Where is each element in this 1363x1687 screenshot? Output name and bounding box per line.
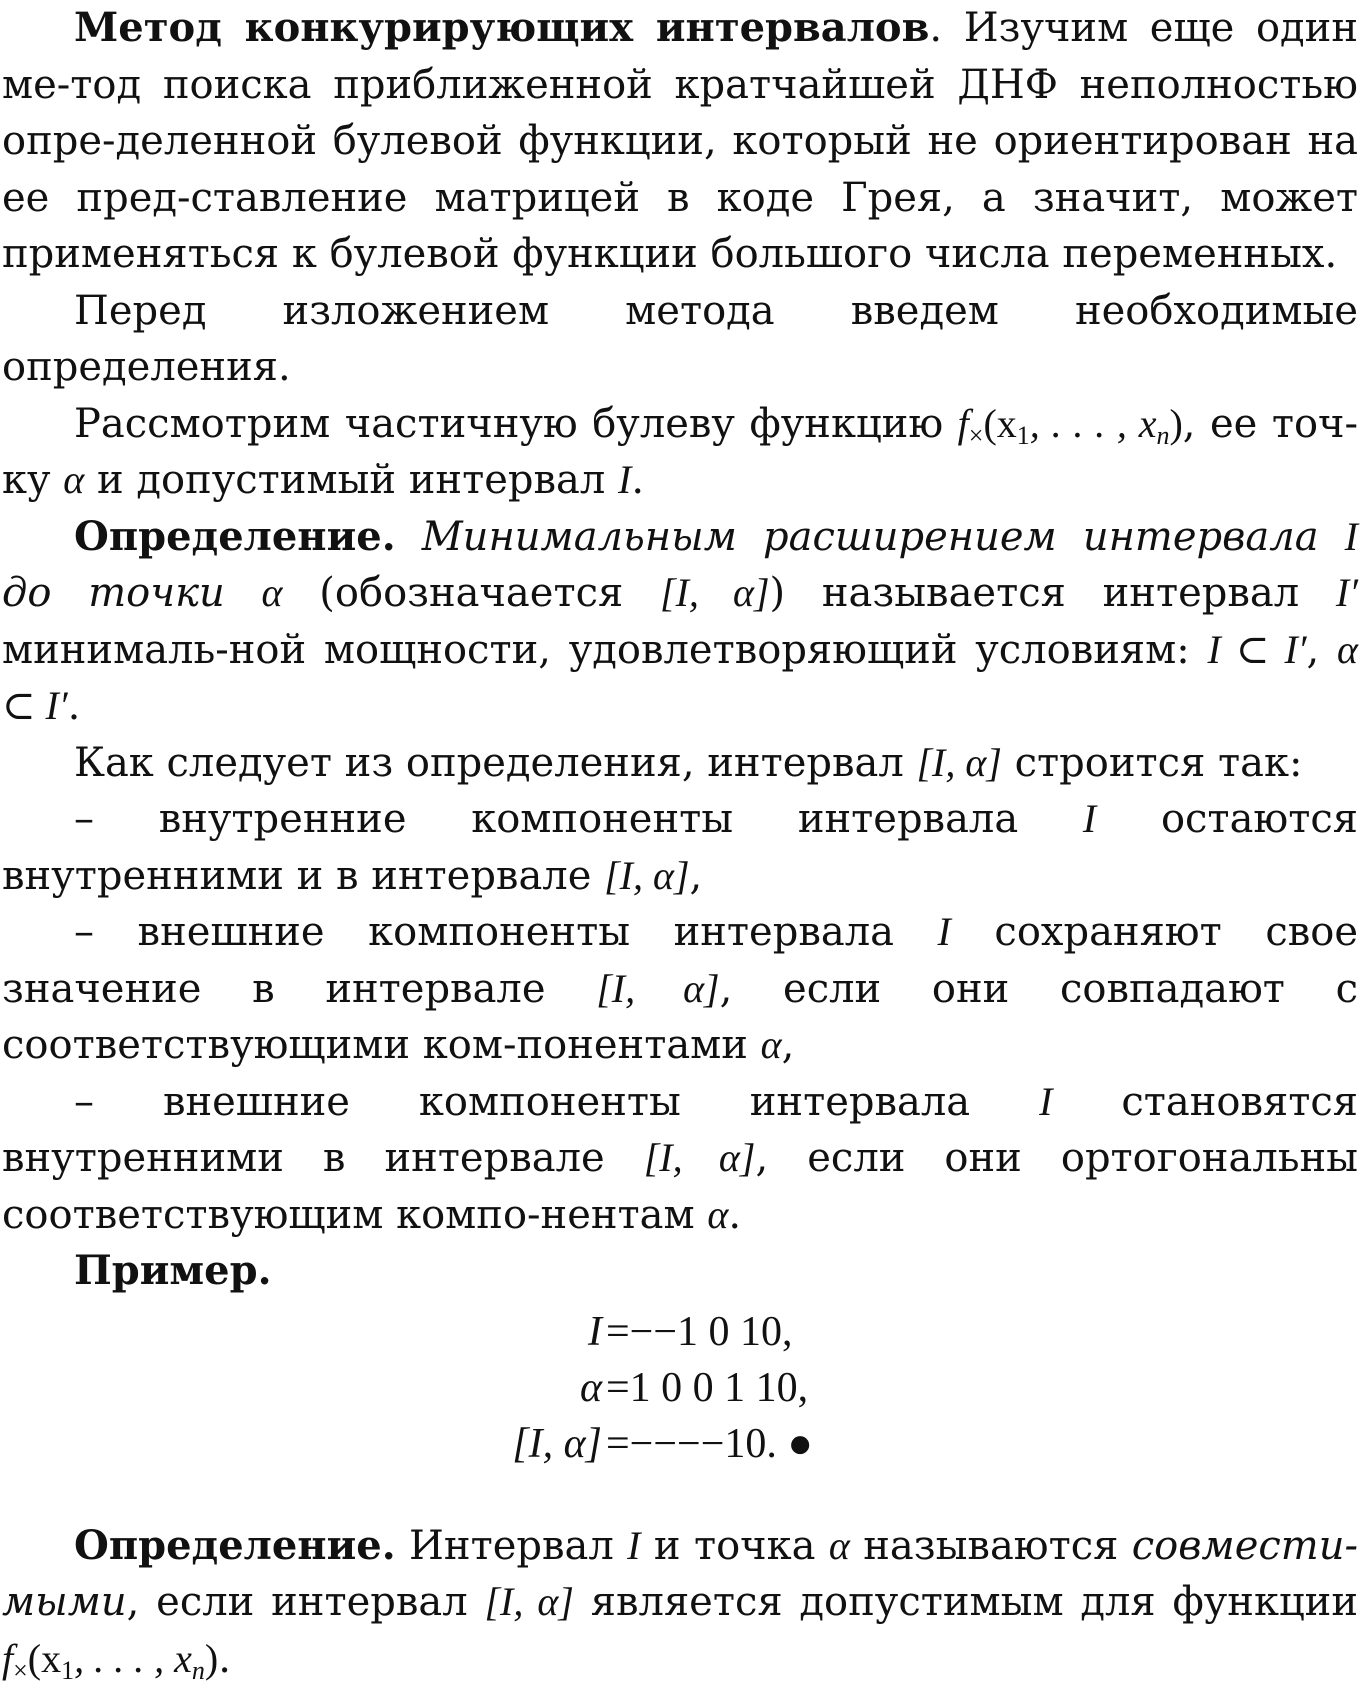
rule-item: – внешние компоненты интервала I сохраняют свое значение в интервале [I, α], если они совпадают с соответствующими ком-понентами α, — [2, 904, 1358, 1074]
interval-symbol: I — [1083, 796, 1096, 841]
extension-notation: [I, α] — [644, 1135, 756, 1180]
example-equations — [2, 1304, 1358, 1494]
function-symbol: $f_\times(x_1$, . . . , $x_n$) — [2, 1636, 218, 1681]
interval-symbol: I — [1345, 514, 1358, 559]
extension-notation: [I, α] — [604, 853, 689, 898]
alpha-symbol: α — [262, 570, 283, 615]
intro-paragraph — [2, 0, 1358, 283]
definition-label: Определение. — [74, 1522, 396, 1569]
rule-item: – внешние компоненты интервала I становятся внутренними в интервале [I, α], если они ортогональны соответствующим компо-нентам α. — [2, 1074, 1358, 1244]
extension-notation: [I, α] — [660, 570, 770, 615]
equation-rhs: =−−−−10. ● — [606, 1416, 813, 1472]
equation-lhs: [I, α] — [512, 1416, 602, 1472]
document-page — [2, 0, 1358, 1687]
definition-italic: Минимальным расширением интервала — [396, 514, 1345, 560]
condition-formula: α ⊂ I′ — [2, 627, 1358, 729]
equation-rhs: =−−1 0 10, — [606, 1304, 793, 1360]
alpha-symbol: α — [829, 1523, 850, 1568]
consider-text: Рассмотрим частичную булеву функцию — [74, 401, 958, 447]
interval-symbol: I — [627, 1523, 640, 1568]
definition-paragraph-2: Определение. Интервал I и точка α называются совмести-мыми, если интервал [I, α] является допустимым для функции $f_\times(x_1$, . . . , $x_n$). — [2, 1518, 1358, 1687]
alpha-symbol: α — [761, 1022, 782, 1067]
extension-notation: [I, α] — [596, 966, 719, 1011]
construction-paragraph: Как следует из определения, интервал [I, α] строится так: — [2, 735, 1358, 792]
equation-rhs: =1 0 0 1 10, — [606, 1360, 808, 1416]
alpha-symbol: α — [707, 1192, 728, 1237]
rule-item: – внутренние компоненты интервала I остаются внутренними и в интервале [I, α], — [2, 791, 1358, 904]
spacer — [2, 1494, 1358, 1518]
extension-notation: [I, α] — [916, 740, 1001, 785]
consider-text: и допустимый интервал — [84, 457, 618, 503]
consider-paragraph: Рассмотрим частичную булеву функцию $f_\times(x_1$, . . . , $x_n$), ее точ-ку α и допустимый интервал I. — [2, 396, 1358, 509]
defined-term: совмести-мыми — [2, 1523, 1358, 1626]
condition-formula: I ⊂ I′ — [1207, 627, 1306, 672]
definition-paragraph: Определение. Минимальным расширением интервала I до точки α (обозначается [I, α]) называется интервал I′ минималь-ной мощности, удовлетворяющий условиям: I ⊂ I′, α ⊂ I′. — [2, 509, 1358, 735]
equation-lhs: α — [580, 1360, 602, 1416]
intro-text-2: Перед изложением метода введем необходимые определения. — [2, 288, 1358, 391]
interval-prime-symbol: I′ — [1336, 570, 1358, 615]
intro-text: . Изучим еще один ме-тод поиска приближенной кратчайшей ДНФ неполностью опре-деленной булевой функции, который не ориентирован на ее пред-ставление матрицей в коде Грея, а значит, может применяться к булевой функции большого числа переменных. — [2, 5, 1358, 277]
interval-symbol: I — [1039, 1079, 1052, 1124]
section-title: Метод конкурирующих интервалов — [74, 4, 929, 51]
equation-lhs: I — [588, 1304, 602, 1360]
interval-symbol: I — [938, 909, 951, 954]
consider-text: , ее точ-ку — [2, 401, 1358, 504]
interval-symbol: I — [618, 457, 631, 502]
extension-notation: [I, α] — [484, 1579, 574, 1624]
alpha-symbol: α — [63, 457, 84, 502]
definition-label: Определение. — [74, 513, 396, 560]
definition-italic: до точки — [2, 570, 262, 616]
example-label: Пример. — [74, 1247, 272, 1294]
function-symbol: $f_\times(x_1$, . . . , $x_n$) — [958, 401, 1183, 446]
intro-paragraph-2 — [2, 283, 1358, 396]
end-of-example-mark: ● — [787, 1421, 812, 1467]
example-paragraph — [2, 1243, 1358, 1300]
